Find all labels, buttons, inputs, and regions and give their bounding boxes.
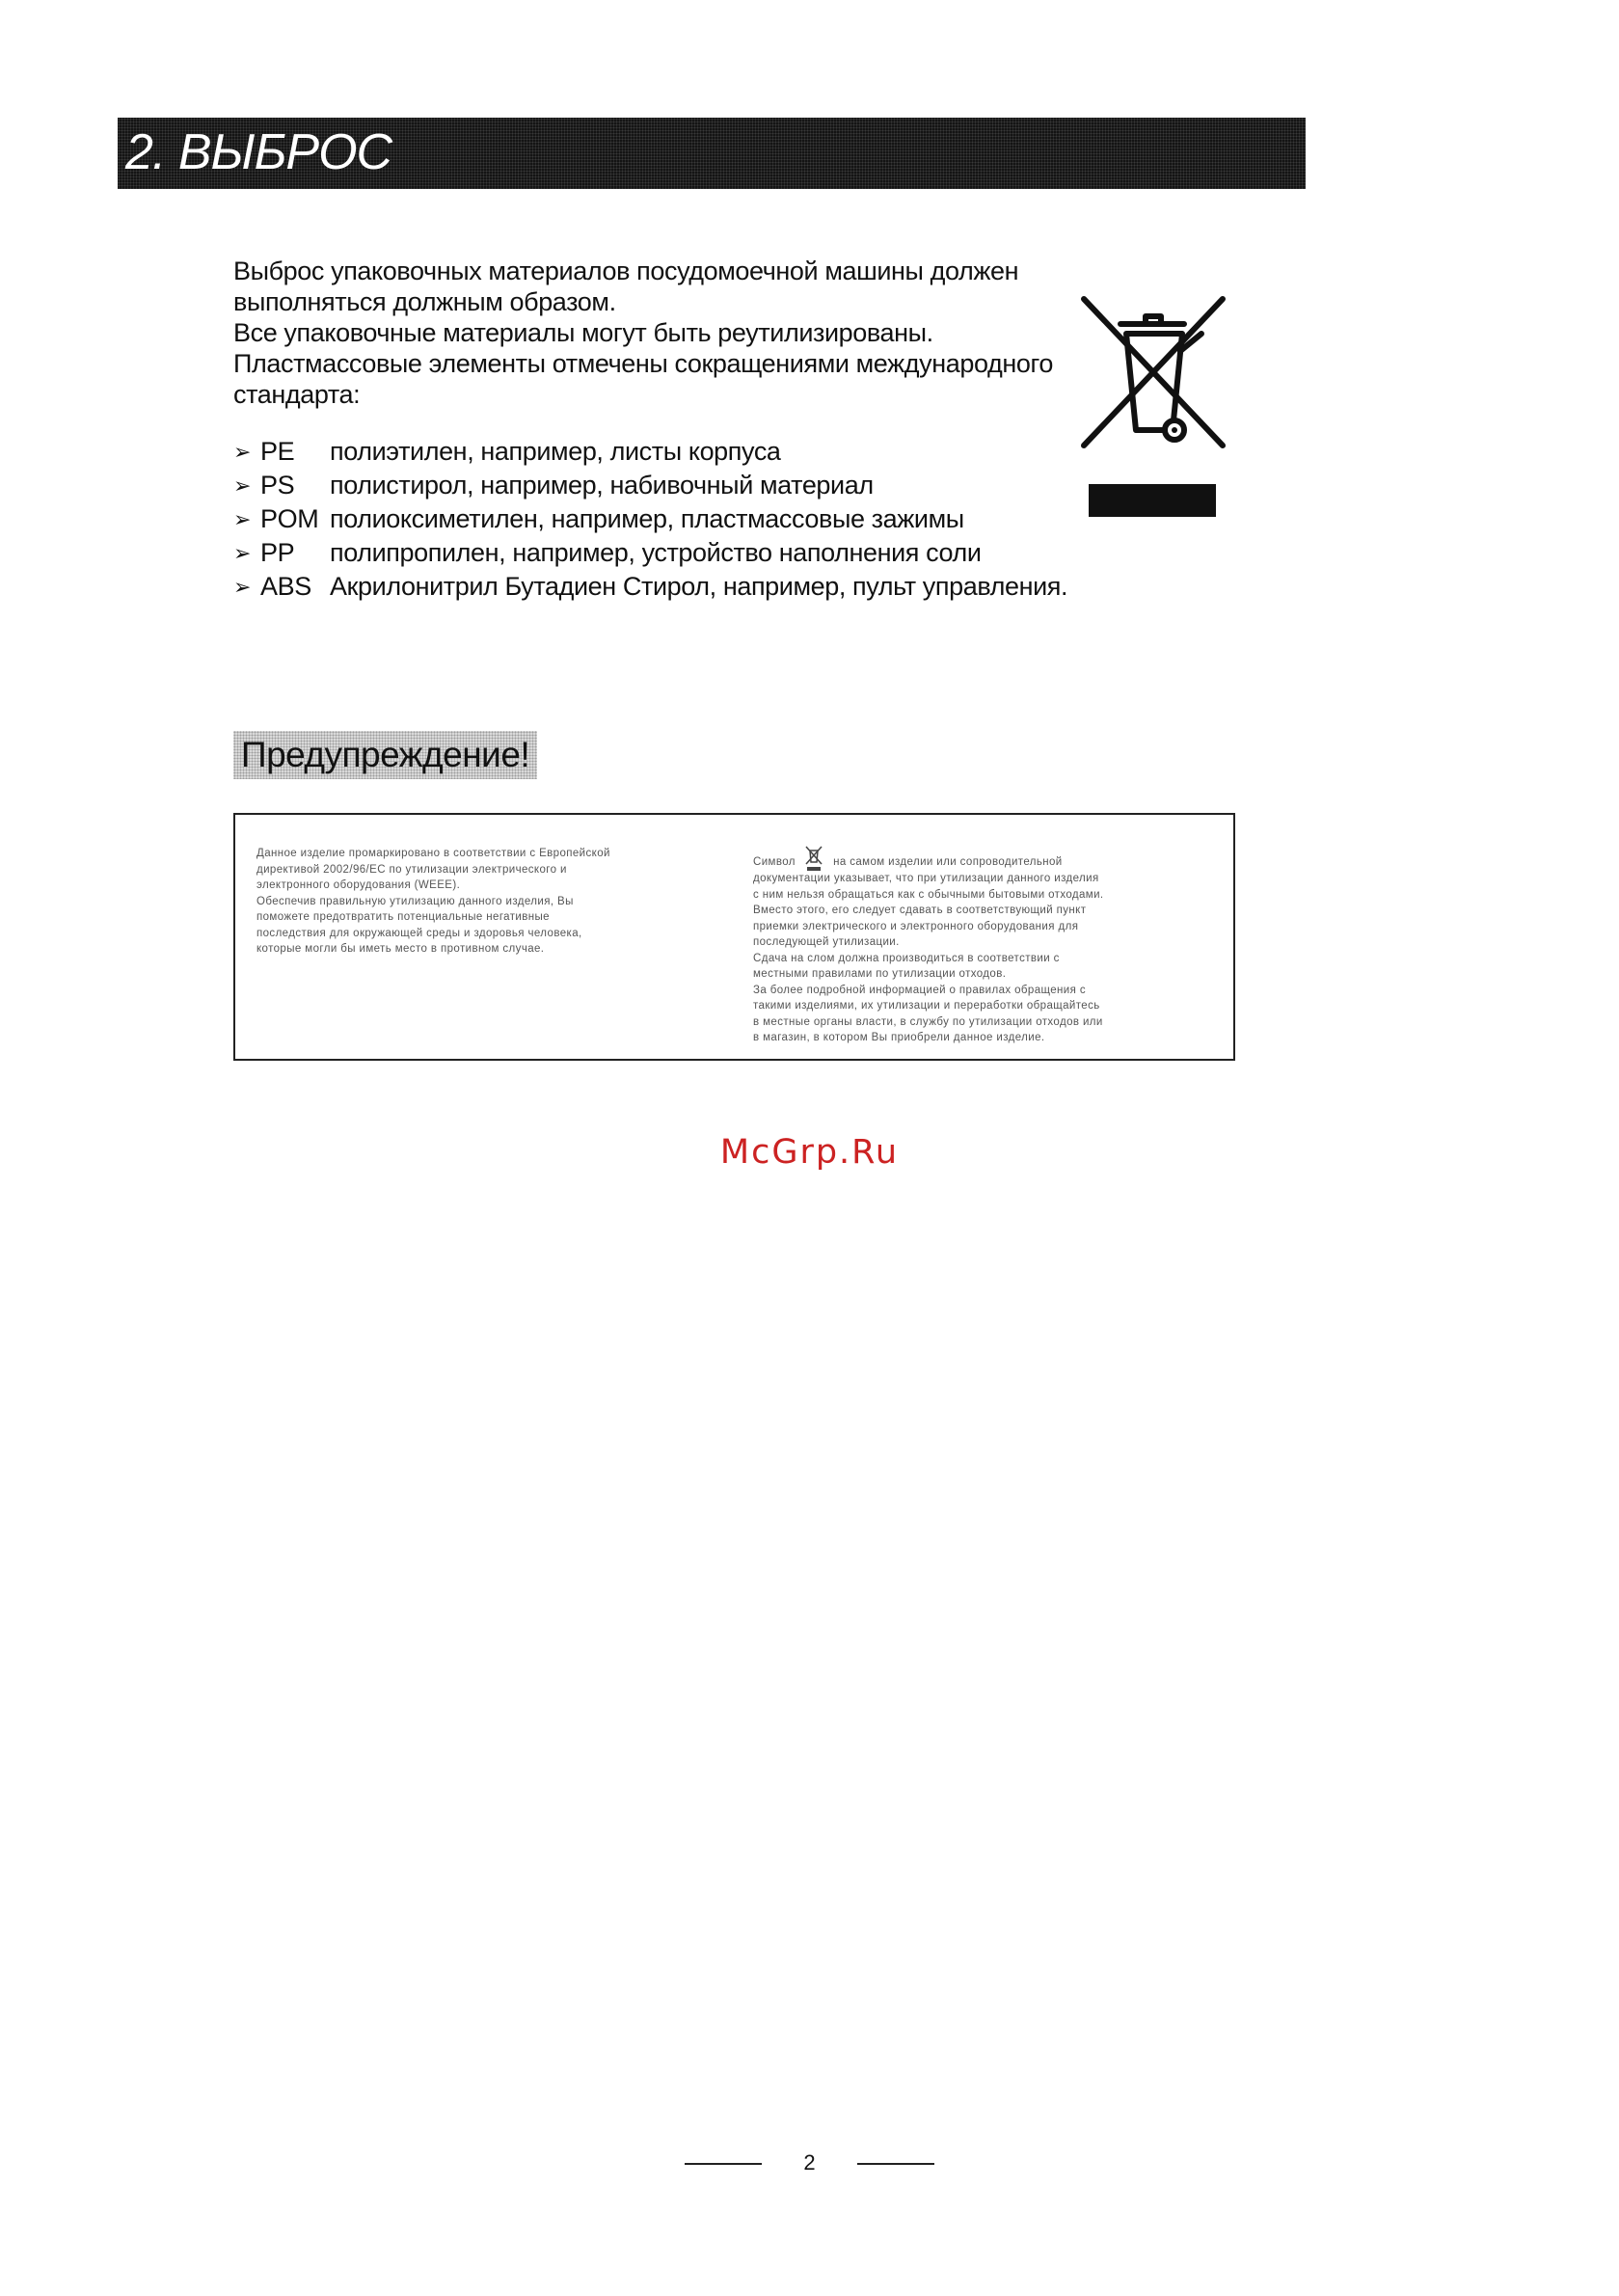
warning-line: в местные органы власти, в службу по утилизации отходов или	[753, 1015, 1103, 1028]
warning-left-column	[256, 846, 729, 958]
material-item	[233, 536, 1101, 570]
material-desc: полипропилен, например, устройство наполнения соли	[330, 538, 982, 567]
intro-line: Все упаковочные материалы могут быть реутилизированы.	[233, 318, 933, 347]
warning-line: За более подробной информацией о правилах обращения с	[753, 984, 1086, 996]
material-desc: полистирол, например, набивочный материал	[330, 471, 874, 500]
arrow-bullet-icon: ➢	[233, 575, 252, 599]
small-crossed-bin-icon	[804, 846, 823, 871]
warning-title: Предупреждение!	[233, 731, 537, 779]
material-code: ABS	[260, 572, 311, 601]
warning-line: с ним нельзя обращаться как с обычными бытовыми отходами.	[753, 888, 1104, 901]
warning-line	[753, 846, 1224, 871]
warning-box	[233, 813, 1235, 1061]
footer-dash	[685, 2163, 762, 2165]
warning-line: Сдача на слом должна производиться в соответствии с	[753, 952, 1060, 964]
warning-line: приемки электрического и электронного оборудования для	[753, 920, 1079, 932]
intro-line: Пластмассовые элементы отмечены сокращениями международного	[233, 349, 1053, 378]
material-item	[233, 570, 1101, 604]
warning-line: местными правилами по утилизации отходов.	[753, 968, 1007, 980]
material-code: PS	[260, 471, 295, 500]
arrow-bullet-icon: ➢	[233, 473, 252, 498]
intro-line: Выброс упаковочных материалов посудомоечной машины должен	[233, 257, 1019, 285]
warning-line: Обеспечив правильную утилизацию данного изделия, Вы	[256, 895, 574, 907]
material-desc: Акрилонитрил Бутадиен Стирол, например, пульт управления.	[330, 572, 1068, 601]
warning-line: документации указывает, что при утилизации данного изделия	[753, 873, 1099, 884]
warning-line: такими изделиями, их утилизации и переработки обращайтесь	[753, 1000, 1100, 1012]
warning-line: директивой 2002/96/ЕС по утилизации электрического и	[256, 863, 567, 876]
intro-line: стандарта:	[233, 380, 361, 409]
material-item	[233, 469, 1101, 502]
material-code: PE	[260, 437, 295, 466]
warning-line: в магазин, в котором Вы приобрели данное изделие.	[753, 1032, 1045, 1043]
black-bar	[1089, 484, 1216, 517]
arrow-bullet-icon: ➢	[233, 541, 252, 565]
arrow-bullet-icon: ➢	[233, 507, 252, 531]
warning-symbol-text: Символ	[753, 856, 796, 868]
intro-line: выполняться должным образом.	[233, 287, 616, 316]
crossed-bin-icon	[1076, 295, 1230, 449]
arrow-bullet-icon: ➢	[233, 440, 252, 464]
warning-line: Данное изделие промаркировано в соответствии с Европейской	[256, 848, 610, 859]
warning-line: электронного оборудования (WEEE).	[256, 879, 461, 891]
section-title: 2. ВЫБРОС	[125, 124, 392, 180]
footer-dash	[857, 2163, 934, 2165]
warning-symbol-text: на самом изделии или сопроводительной	[833, 856, 1063, 868]
material-desc: полиэтилен, например, листы корпуса	[330, 437, 781, 466]
material-desc: полиоксиметилен, например, пластмассовые зажимы	[330, 504, 964, 533]
watermark: McGrp.Ru	[719, 1133, 900, 1172]
warning-line: Вместо этого, его следует сдавать в соответствующий пункт	[753, 905, 1087, 916]
material-item	[233, 502, 1101, 536]
warning-line: последующей утилизации.	[753, 936, 900, 948]
section-title-bar	[118, 118, 1306, 189]
warning-line: последствия для окружающей среды и здоровья человека,	[256, 927, 582, 939]
materials-list	[233, 435, 1101, 604]
intro-paragraph	[233, 256, 1053, 410]
warning-line: которые могли бы иметь место в противном случае.	[256, 943, 545, 955]
warning-line: поможете предотвратить потенциальные негативные	[256, 911, 550, 923]
material-code: POM	[260, 504, 319, 533]
page-footer	[0, 2150, 1619, 2175]
page-number: 2	[803, 2150, 816, 2174]
material-code: PP	[260, 538, 295, 567]
material-item	[233, 435, 1101, 469]
warning-right-column	[753, 846, 1224, 1046]
